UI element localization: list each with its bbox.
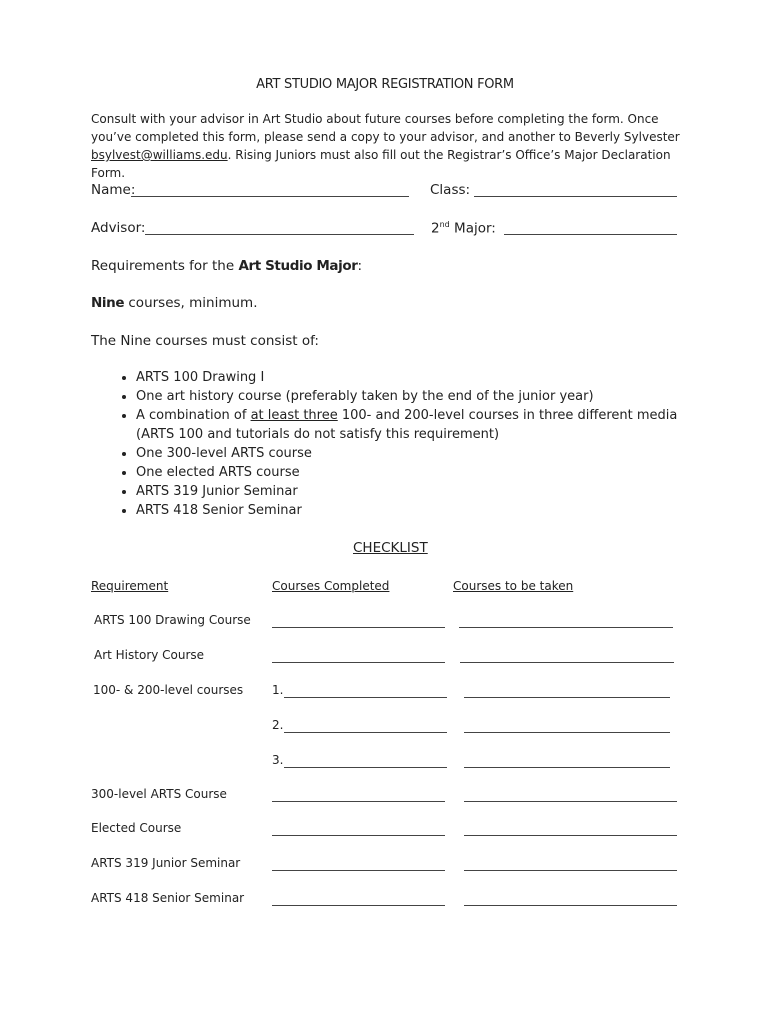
intro-text-after: . Rising Juniors must also fill out the Registrar’s Office’s Major Declaration Form. <box>91 148 671 180</box>
second-major-field[interactable] <box>504 234 677 235</box>
intro-text-before: Consult with your advisor in Art Studio about future courses before completing the form. Once you’ve completed this form, please send a copy to your advisor, and another to Beverly Sylvester <box>91 112 680 144</box>
item-2-before: A combination of <box>136 408 251 423</box>
course-3-to-take-field[interactable] <box>464 767 670 768</box>
requirements-colon: : <box>357 258 363 274</box>
art-history-completed-field[interactable] <box>272 662 445 663</box>
arts100-completed-field[interactable] <box>272 627 445 628</box>
arts319-to-take-field[interactable] <box>464 870 677 871</box>
number-2: 2. <box>272 718 284 732</box>
intro-paragraph <box>91 110 691 182</box>
second-major-suffix: Major: <box>449 220 496 237</box>
advisor-field[interactable] <box>145 234 414 235</box>
form-title: ART STUDIO MAJOR REGISTRATION FORM <box>256 77 514 92</box>
class-label: Class: <box>430 182 471 198</box>
consist-text: The Nine courses must consist of: <box>91 333 319 349</box>
row-arts418-label: ARTS 418 Senior Seminar <box>91 891 245 905</box>
requirements-heading <box>91 258 362 274</box>
number-1: 1. <box>272 683 284 697</box>
list-item: • One elected ARTS course <box>136 463 696 482</box>
requirements-major: Art Studio Major <box>238 258 358 274</box>
nine-courses-line <box>91 295 258 311</box>
col-to-be-taken-header: Courses to be taken <box>453 579 574 593</box>
course-2-completed-field[interactable] <box>284 732 447 733</box>
item-2-underline: at least three <box>250 408 338 423</box>
requirements-intro: Requirements for the <box>91 258 239 274</box>
row-100-200-label: 100- & 200-level courses <box>93 683 244 697</box>
requirements-list <box>112 368 696 520</box>
300-level-to-take-field[interactable] <box>464 801 677 802</box>
arts319-completed-field[interactable] <box>272 870 445 871</box>
course-1-completed-field[interactable] <box>284 697 447 698</box>
row-arts319-label: ARTS 319 Junior Seminar <box>91 856 241 870</box>
course-2-to-take-field[interactable] <box>464 732 670 733</box>
list-item: • ARTS 100 Drawing I <box>136 368 696 387</box>
name-field[interactable] <box>131 196 409 197</box>
name-label: Name: <box>91 182 136 198</box>
item-2-after: 100- and 200-level courses in three different media (ARTS 100 and tutorials do not satisfy this requirement) <box>136 408 678 442</box>
list-item: • One 300-level ARTS course <box>136 444 696 463</box>
row-art-history-label: Art History Course <box>94 648 205 662</box>
300-level-completed-field[interactable] <box>272 801 445 802</box>
col-requirement-header: Requirement <box>91 579 169 593</box>
nine-bold: Nine <box>91 295 125 311</box>
email-link[interactable]: bsylvest@williams.edu <box>91 148 228 162</box>
elected-completed-field[interactable] <box>272 835 445 836</box>
checklist-heading: CHECKLIST <box>353 540 428 556</box>
row-arts100-label: ARTS 100 Drawing Course <box>94 613 251 627</box>
arts100-to-take-field[interactable] <box>459 627 673 628</box>
course-1-to-take-field[interactable] <box>464 697 670 698</box>
row-300-level-label: 300-level ARTS Course <box>91 787 227 801</box>
number-3: 3. <box>272 753 284 767</box>
art-history-to-take-field[interactable] <box>460 662 674 663</box>
list-item: • One art history course (preferably taken by the end of the junior year) <box>136 387 696 406</box>
advisor-label: Advisor: <box>91 220 146 236</box>
list-item: • ARTS 319 Junior Seminar <box>136 482 696 501</box>
list-item: • ARTS 418 Senior Seminar <box>136 501 696 520</box>
elected-to-take-field[interactable] <box>464 835 677 836</box>
class-field[interactable] <box>474 196 677 197</box>
arts418-completed-field[interactable] <box>272 905 445 906</box>
second-major-label <box>431 220 496 237</box>
list-item <box>136 406 696 444</box>
second-major-sup: nd <box>439 220 450 229</box>
arts418-to-take-field[interactable] <box>464 905 677 906</box>
second-major-prefix: 2 <box>431 220 440 237</box>
course-3-completed-field[interactable] <box>284 767 447 768</box>
row-elected-label: Elected Course <box>91 821 182 835</box>
nine-rest: courses, minimum. <box>124 295 258 311</box>
col-completed-header: Courses Completed <box>272 579 390 593</box>
